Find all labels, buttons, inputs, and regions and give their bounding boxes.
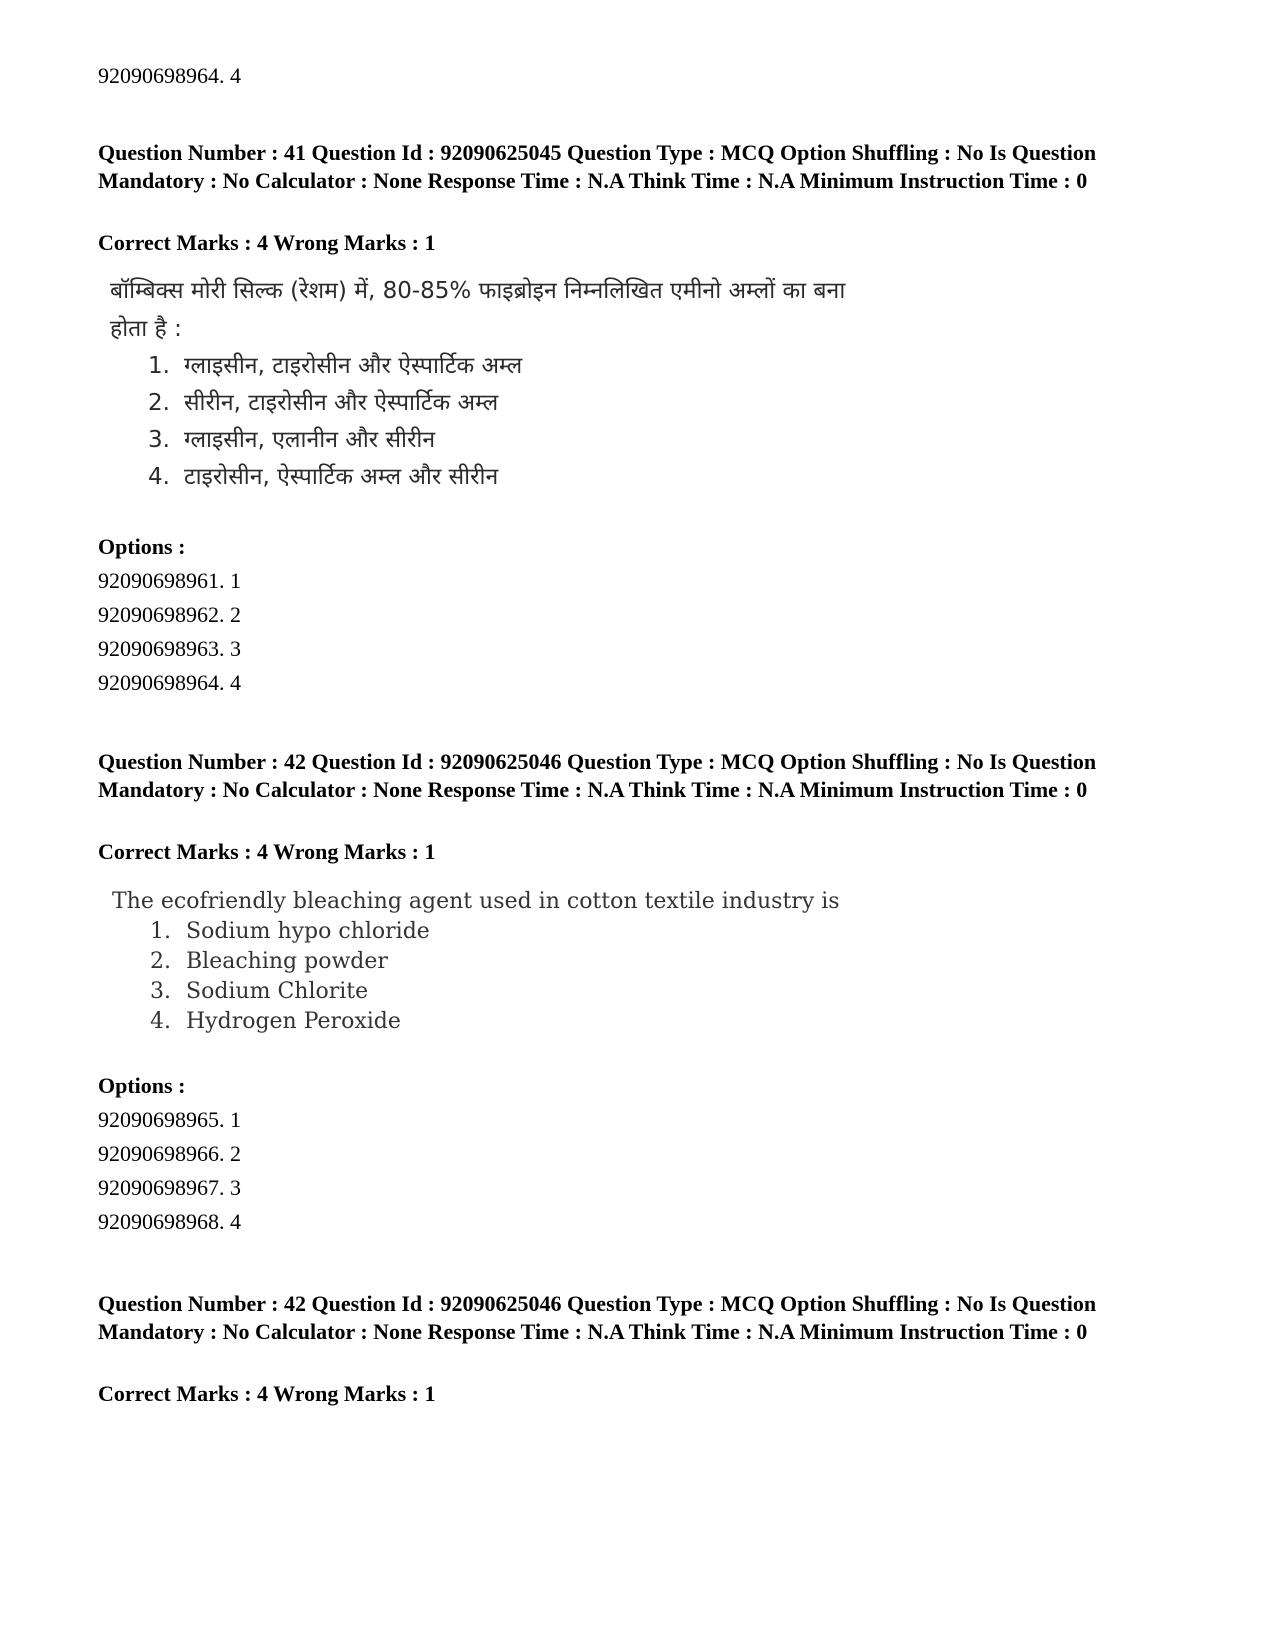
option-line: 92090698962. 2 xyxy=(98,602,241,627)
option-line: 92090698966. 2 xyxy=(98,1141,241,1166)
choice-list xyxy=(148,348,845,496)
choice-item: 1. Sodium hypo chloride xyxy=(150,919,430,944)
option-line: 92090698968. 4 xyxy=(98,1209,241,1234)
question-header: Question Number : 42 Question Id : 92090625046 Question Type : MCQ Option Shuffling : No Is Question Mandatory : No Calculator : None Response Time : N.A Think Time : N.A Minimum Instruction Time : 0 xyxy=(98,749,1097,802)
marks-line: Correct Marks : 4 Wrong Marks : 1 xyxy=(98,1381,436,1406)
choice-item: 2. सीरीन, टाइरोसीन और ऐस्पार्टिक अम्ल xyxy=(148,390,499,416)
question-image-english xyxy=(112,887,840,1037)
marks-line: Correct Marks : 4 Wrong Marks : 1 xyxy=(98,230,436,255)
choice-item: 4. Hydrogen Peroxide xyxy=(150,1009,401,1034)
choice-item: 1. ग्लाइसीन, टाइरोसीन और ऐस्पार्टिक अम्ल xyxy=(148,353,523,379)
option-line: 92090698965. 1 xyxy=(98,1107,241,1132)
question-header: Question Number : 41 Question Id : 92090625045 Question Type : MCQ Option Shuffling : No Is Question Mandatory : No Calculator : None Response Time : N.A Think Time : N.A Minimum Instruction Time : 0 xyxy=(98,140,1097,193)
options-label: Options : xyxy=(98,1073,186,1098)
question-text: The ecofriendly bleaching agent used in cotton textile industry is xyxy=(112,889,840,914)
choice-item: 3. ग्लाइसीन, एलानीन और सीरीन xyxy=(148,427,436,453)
question-text: बॉम्बिक्स मोरी सिल्क (रेशम) में, 80-85% फाइब्रोइन निम्नलिखित एमीनो अम्लों का बना xyxy=(110,278,846,304)
option-line: 92090698963. 3 xyxy=(98,636,241,661)
choice-item: 4. टाइरोसीन, ऐस्पार्टिक अम्ल और सीरीन xyxy=(148,464,499,490)
choice-item: 3. Sodium Chlorite xyxy=(150,979,369,1004)
question-image-hindi xyxy=(110,272,845,496)
choice-list xyxy=(150,917,840,1037)
question-header: Question Number : 42 Question Id : 92090625046 Question Type : MCQ Option Shuffling : No Is Question Mandatory : No Calculator : None Response Time : N.A Think Time : N.A Minimum Instruction Time : 0 xyxy=(98,1291,1097,1344)
options-label: Options : xyxy=(98,534,186,559)
option-line: 92090698967. 3 xyxy=(98,1175,241,1200)
marks-line: Correct Marks : 4 Wrong Marks : 1 xyxy=(98,839,436,864)
question-text: होता है : xyxy=(110,316,182,342)
option-line: 92090698961. 1 xyxy=(98,568,241,593)
option-line: 92090698964. 4 xyxy=(98,670,241,695)
choice-item: 2. Bleaching powder xyxy=(150,949,388,974)
option-line: 92090698964. 4 xyxy=(98,63,241,88)
